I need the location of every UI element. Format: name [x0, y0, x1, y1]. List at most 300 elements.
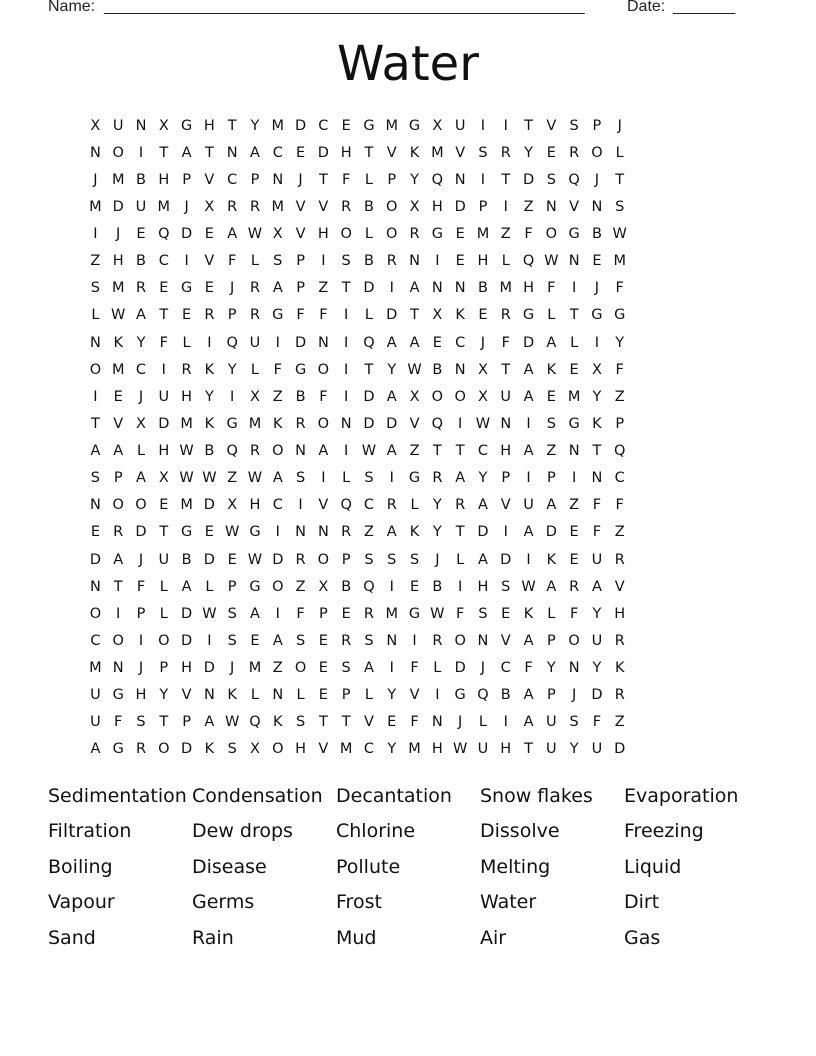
- grid-letter: E: [546, 388, 556, 405]
- grid-letter: F: [296, 307, 305, 324]
- grid-letter: M: [499, 280, 512, 297]
- grid-letter: N: [568, 253, 580, 270]
- grid-letter: H: [477, 578, 489, 595]
- grid-letter: D: [454, 198, 466, 215]
- grid-letter: O: [272, 741, 284, 758]
- word-list-item: Air: [480, 926, 507, 949]
- grid-letter: R: [569, 578, 580, 595]
- grid-letter: L: [91, 307, 100, 324]
- grid-letter: I: [93, 226, 98, 243]
- grid-letter: W: [430, 605, 445, 622]
- grid-letter: A: [409, 280, 420, 297]
- grid-letter: G: [363, 117, 375, 134]
- grid-row: [84, 166, 631, 193]
- grid-letter: T: [90, 415, 100, 432]
- grid-letter: H: [181, 660, 193, 677]
- grid-letter: S: [364, 632, 374, 649]
- grid-letter: F: [592, 714, 602, 731]
- grid-letter: A: [386, 524, 397, 541]
- grid-letter: P: [341, 687, 351, 704]
- grid-letter: A: [136, 307, 146, 324]
- grid-letter: I: [389, 280, 394, 297]
- grid-letter: J: [138, 551, 144, 568]
- grid-letter: H: [203, 117, 215, 134]
- grid-letter: C: [90, 632, 101, 649]
- grid-letter: W: [361, 443, 377, 460]
- grid-letter: W: [179, 470, 194, 487]
- grid-letter: V: [318, 497, 329, 514]
- grid-letter: R: [614, 687, 625, 704]
- grid-letter: J: [230, 280, 235, 297]
- grid-letter: N: [568, 443, 580, 460]
- name-line: ______________________________________________________: [104, 0, 585, 15]
- grid-letter: I: [344, 361, 349, 378]
- grid-letter: T: [501, 361, 511, 378]
- grid-letter: N: [454, 171, 466, 188]
- grid-letter: J: [480, 334, 486, 351]
- grid-letter: Y: [592, 605, 602, 622]
- grid-letter: P: [113, 470, 123, 487]
- grid-row: [84, 627, 631, 654]
- grid-letter: I: [503, 714, 508, 731]
- grid-letter: A: [250, 144, 260, 161]
- grid-letter: L: [615, 144, 624, 161]
- grid-letter: N: [295, 524, 306, 541]
- grid-letter: N: [89, 497, 101, 514]
- grid-letter: C: [477, 443, 488, 460]
- grid-letter: A: [227, 226, 238, 243]
- grid-letter: D: [454, 660, 466, 677]
- grid-letter: R: [204, 307, 215, 324]
- grid-letter: S: [273, 253, 283, 270]
- grid-letter: T: [592, 443, 602, 460]
- grid-row: [84, 221, 631, 248]
- grid-letter: P: [136, 605, 146, 622]
- grid-letter: A: [523, 687, 534, 704]
- grid-letter: I: [480, 117, 486, 134]
- grid-letter: U: [500, 388, 512, 405]
- grid-letter: M: [385, 117, 399, 134]
- grid-letter: L: [364, 307, 373, 324]
- grid-letter: C: [363, 497, 375, 514]
- grid-letter: J: [184, 198, 189, 215]
- grid-letter: V: [409, 415, 420, 432]
- grid-letter: R: [614, 632, 625, 649]
- grid-letter: K: [546, 551, 557, 568]
- grid-letter: I: [503, 524, 508, 541]
- grid-letter: L: [364, 687, 373, 704]
- word-list-item: Vapour: [48, 891, 115, 914]
- grid-letter: G: [272, 307, 284, 324]
- grid-letter: I: [526, 415, 531, 432]
- grid-row: [84, 519, 631, 546]
- grid-letter: L: [364, 226, 373, 243]
- grid-letter: Q: [477, 687, 489, 704]
- grid-letter: O: [89, 605, 102, 622]
- grid-letter: Q: [614, 443, 626, 460]
- grid-letter: N: [386, 632, 398, 649]
- grid-letter: R: [341, 632, 352, 649]
- grid-letter: Q: [431, 415, 444, 432]
- grid-letter: Y: [204, 388, 214, 405]
- grid-letter: R: [500, 144, 511, 161]
- grid-letter: P: [296, 253, 305, 270]
- grid-letter: G: [408, 117, 421, 134]
- grid-letter: P: [478, 198, 488, 215]
- grid-letter: F: [136, 578, 146, 595]
- grid-letter: H: [112, 253, 124, 270]
- grid-letter: E: [592, 253, 602, 270]
- grid-letter: L: [250, 687, 260, 704]
- grid-letter: T: [501, 171, 511, 188]
- grid-letter: Q: [363, 334, 375, 351]
- grid-letter: P: [182, 714, 191, 731]
- grid-letter: U: [90, 714, 101, 731]
- grid-letter: Z: [363, 524, 374, 541]
- grid-letter: Y: [387, 361, 397, 378]
- grid-letter: D: [386, 415, 398, 432]
- grid-letter: T: [524, 741, 533, 758]
- grid-letter: G: [568, 415, 580, 432]
- grid-letter: C: [614, 470, 625, 487]
- grid-letter: M: [180, 497, 193, 514]
- grid-letter: Y: [546, 660, 556, 677]
- word-list-item: Mud: [336, 926, 377, 949]
- grid-letter: Z: [295, 578, 306, 595]
- grid-letter: W: [452, 741, 468, 758]
- grid-letter: R: [341, 198, 352, 215]
- grid-letter: T: [159, 524, 169, 541]
- grid-letter: B: [136, 171, 146, 188]
- grid-letter: V: [204, 171, 215, 188]
- grid-letter: A: [546, 497, 557, 514]
- grid-letter: W: [179, 443, 194, 460]
- grid-letter: A: [455, 470, 466, 487]
- grid-letter: P: [341, 551, 351, 568]
- grid-letter: X: [409, 388, 420, 405]
- grid-letter: P: [227, 307, 237, 324]
- grid-letter: E: [341, 605, 351, 622]
- date-line: _______: [673, 0, 736, 15]
- grid-letter: Y: [159, 687, 169, 704]
- grid-letter: R: [135, 280, 147, 297]
- grid-letter: E: [318, 660, 328, 677]
- grid-letter: W: [247, 226, 263, 243]
- grid-letter: A: [523, 388, 534, 405]
- grid-letter: A: [591, 578, 602, 595]
- grid-letter: U: [523, 497, 534, 514]
- grid-letter: J: [458, 714, 463, 731]
- grid-letter: L: [182, 334, 191, 351]
- grid-letter: S: [364, 470, 374, 487]
- grid-letter: S: [501, 578, 511, 595]
- grid-letter: H: [317, 226, 329, 243]
- grid-letter: Y: [592, 388, 602, 405]
- grid-letter: D: [363, 415, 375, 432]
- grid-letter: A: [250, 605, 260, 622]
- grid-letter: W: [521, 578, 536, 595]
- grid-letter: O: [294, 660, 307, 677]
- grid-letter: B: [181, 551, 192, 568]
- grid-letter: I: [458, 578, 463, 595]
- grid-letter: R: [113, 524, 124, 541]
- grid-letter: N: [203, 687, 215, 704]
- grid-letter: O: [158, 632, 170, 649]
- grid-row: [84, 275, 631, 302]
- date-label: Date:: [627, 0, 666, 15]
- grid-letter: E: [569, 551, 579, 568]
- grid-letter: V: [295, 226, 306, 243]
- grid-letter: F: [524, 660, 533, 677]
- grid-letter: B: [432, 361, 443, 378]
- grid-letter: K: [273, 714, 283, 731]
- grid-letter: J: [93, 171, 98, 188]
- grid-letter: M: [89, 198, 102, 215]
- grid-letter: V: [614, 578, 625, 595]
- grid-letter: Q: [431, 171, 444, 188]
- grid-letter: F: [569, 605, 579, 622]
- grid-row: [84, 193, 631, 220]
- grid-letter: E: [182, 307, 192, 324]
- grid-letter: A: [113, 551, 124, 568]
- word-list-item: Chlorine: [336, 820, 416, 843]
- grid-letter: I: [93, 388, 98, 405]
- grid-letter: Y: [136, 334, 146, 351]
- grid-letter: T: [524, 117, 533, 134]
- grid-letter: M: [271, 198, 285, 215]
- grid-letter: Z: [614, 388, 625, 405]
- grid-letter: E: [113, 388, 123, 405]
- grid-letter: R: [455, 497, 466, 514]
- grid-letter: I: [594, 334, 600, 351]
- grid-letter: T: [615, 171, 625, 188]
- grid-letter: Q: [158, 226, 170, 243]
- grid-letter: R: [363, 605, 374, 622]
- grid-letter: D: [89, 551, 101, 568]
- grid-letter: W: [544, 253, 559, 270]
- grid-letter: I: [435, 687, 440, 704]
- worksheet-header: [48, 0, 748, 18]
- grid-letter: R: [249, 307, 261, 324]
- grid-letter: S: [615, 198, 625, 215]
- grid-letter: S: [546, 415, 556, 432]
- grid-letter: M: [157, 198, 171, 215]
- grid-letter: T: [159, 714, 169, 731]
- grid-letter: C: [318, 117, 329, 134]
- grid-letter: Z: [523, 198, 534, 215]
- grid-letter: I: [275, 605, 280, 622]
- grid-letter: L: [478, 714, 487, 731]
- grid-letter: G: [454, 687, 466, 704]
- grid-letter: U: [135, 198, 147, 215]
- grid-letter: L: [159, 578, 168, 595]
- grid-letter: Y: [227, 361, 237, 378]
- grid-letter: T: [318, 714, 328, 731]
- grid-letter: A: [546, 334, 557, 351]
- grid-letter: X: [158, 117, 169, 134]
- grid-letter: X: [432, 117, 443, 134]
- grid-letter: E: [455, 253, 465, 270]
- grid-letter: A: [272, 470, 283, 487]
- grid-letter: Z: [272, 660, 283, 677]
- grid-letter: Z: [227, 470, 238, 487]
- grid-letter: I: [321, 253, 326, 270]
- grid-letter: E: [250, 632, 260, 649]
- grid-letter: A: [409, 334, 420, 351]
- grid-letter: Z: [546, 443, 557, 460]
- grid-letter: I: [184, 253, 189, 270]
- word-list-item: Boiling: [48, 855, 113, 878]
- grid-letter: F: [159, 334, 168, 351]
- grid-letter: A: [477, 551, 488, 568]
- grid-letter: N: [591, 470, 603, 487]
- grid-letter: M: [613, 253, 626, 270]
- grid-letter: F: [615, 280, 624, 297]
- grid-letter: B: [295, 388, 306, 405]
- grid-letter: E: [569, 524, 579, 541]
- grid-letter: N: [226, 144, 238, 161]
- grid-letter: L: [296, 687, 305, 704]
- grid-letter: X: [90, 117, 101, 134]
- grid-letter: O: [340, 226, 352, 243]
- grid-letter: W: [202, 470, 217, 487]
- grid-letter: M: [385, 605, 399, 622]
- grid-letter: P: [227, 578, 237, 595]
- grid-letter: I: [389, 660, 394, 677]
- grid-letter: S: [569, 714, 579, 731]
- grid-letter: C: [363, 741, 375, 758]
- grid-letter: X: [227, 497, 238, 514]
- grid-letter: K: [227, 687, 237, 704]
- grid-letter: I: [526, 551, 531, 568]
- grid-letter: H: [500, 741, 512, 758]
- grid-letter: U: [158, 551, 170, 568]
- grid-letter: D: [203, 551, 215, 568]
- grid-letter: Z: [90, 253, 101, 270]
- grid-letter: X: [432, 307, 443, 324]
- grid-letter: M: [89, 660, 102, 677]
- grid-letter: N: [568, 660, 580, 677]
- grid-letter: E: [204, 226, 214, 243]
- grid-letter: D: [112, 198, 124, 215]
- grid-letter: X: [136, 415, 146, 432]
- grid-letter: A: [386, 443, 397, 460]
- grid-letter: D: [158, 415, 170, 432]
- grid-letter: D: [181, 632, 193, 649]
- grid-letter: E: [318, 632, 328, 649]
- grid-letter: D: [591, 687, 603, 704]
- grid-row: [84, 682, 631, 709]
- grid-row: [84, 248, 631, 275]
- grid-letter: M: [248, 415, 262, 432]
- grid-letter: H: [431, 198, 443, 215]
- grid-letter: K: [523, 605, 534, 622]
- word-list-item: Germs: [192, 891, 255, 914]
- grid-row: [84, 410, 631, 437]
- grid-letter: C: [272, 497, 283, 514]
- grid-letter: K: [409, 524, 420, 541]
- grid-letter: C: [158, 253, 169, 270]
- grid-letter: J: [138, 388, 144, 405]
- grid-letter: Q: [568, 171, 580, 188]
- grid-letter: M: [476, 226, 490, 243]
- grid-letter: G: [226, 415, 238, 432]
- grid-letter: N: [454, 280, 466, 297]
- grid-letter: R: [295, 551, 306, 568]
- grid-letter: E: [227, 551, 237, 568]
- grid-letter: A: [181, 578, 192, 595]
- grid-letter: V: [500, 632, 511, 649]
- grid-letter: N: [431, 714, 443, 731]
- grid-letter: N: [500, 415, 512, 432]
- grid-row: [84, 492, 631, 519]
- grid-letter: Y: [478, 470, 488, 487]
- grid-letter: R: [432, 632, 443, 649]
- grid-letter: K: [273, 415, 283, 432]
- grid-letter: E: [204, 280, 214, 297]
- grid-letter: F: [592, 524, 602, 541]
- grid-letter: U: [591, 741, 603, 758]
- grid-letter: Q: [249, 714, 261, 731]
- grid-letter: L: [456, 551, 465, 568]
- grid-letter: M: [271, 117, 285, 134]
- grid-letter: I: [480, 171, 486, 188]
- grid-letter: Y: [432, 497, 442, 514]
- grid-letter: O: [454, 388, 466, 405]
- grid-letter: D: [363, 388, 375, 405]
- grid-letter: U: [591, 551, 603, 568]
- grid-letter: X: [250, 388, 260, 405]
- grid-letter: M: [431, 144, 444, 161]
- grid-letter: G: [112, 741, 124, 758]
- grid-letter: N: [340, 415, 352, 432]
- grid-letter: J: [116, 226, 121, 243]
- grid-letter: S: [90, 470, 100, 487]
- grid-letter: I: [389, 578, 394, 595]
- grid-letter: L: [364, 171, 373, 188]
- grid-letter: Y: [592, 660, 602, 677]
- grid-letter: G: [568, 226, 580, 243]
- grid-letter: E: [432, 334, 442, 351]
- grid-letter: R: [569, 144, 580, 161]
- grid-letter: F: [114, 714, 123, 731]
- grid-letter: G: [408, 470, 421, 487]
- grid-letter: H: [158, 443, 170, 460]
- word-list-item: Filtration: [48, 820, 132, 843]
- grid-letter: D: [545, 524, 557, 541]
- grid-letter: H: [158, 171, 170, 188]
- grid-letter: S: [227, 632, 237, 649]
- grid-letter: G: [614, 307, 626, 324]
- grid-letter: K: [204, 741, 215, 758]
- grid-letter: F: [592, 497, 602, 514]
- grid-letter: H: [295, 741, 307, 758]
- grid-letter: L: [433, 660, 442, 677]
- grid-letter: Y: [250, 117, 260, 134]
- grid-letter: K: [614, 660, 625, 677]
- grid-letter: D: [181, 226, 193, 243]
- grid-letter: V: [318, 741, 329, 758]
- grid-letter: N: [591, 198, 603, 215]
- grid-letter: T: [204, 144, 214, 161]
- word-list-item: Freezing: [624, 820, 704, 843]
- grid-letter: M: [567, 388, 581, 405]
- word-list-item: Liquid: [624, 855, 682, 878]
- grid-letter: E: [341, 117, 351, 134]
- grid-letter: Q: [226, 334, 238, 351]
- grid-letter: I: [138, 632, 144, 649]
- grid-letter: B: [204, 443, 215, 460]
